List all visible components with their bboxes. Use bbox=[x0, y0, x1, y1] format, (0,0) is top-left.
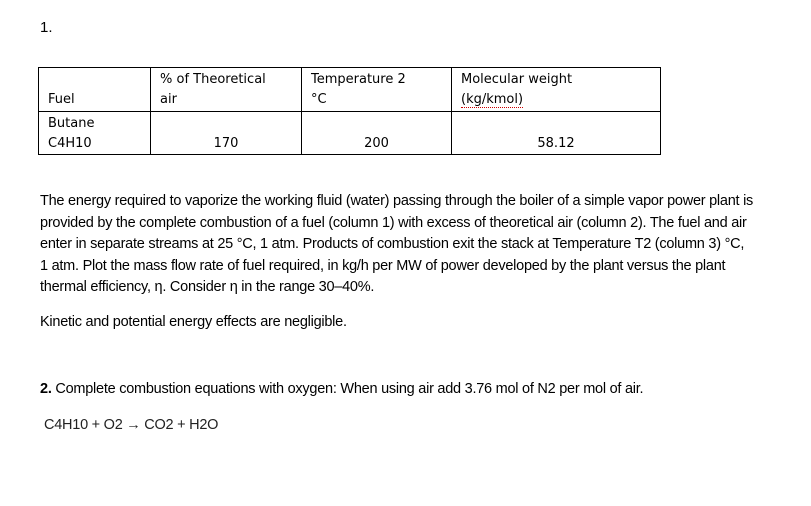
problem-statement bbox=[40, 191, 788, 299]
statement-line-4: 1 atm. Plot the mass flow rate of fuel required, in kg/h per MW of power developed by the plant versus the plant bbox=[40, 257, 726, 274]
molecular-weight-value: 58.12 bbox=[537, 136, 575, 151]
fuel-name bbox=[48, 114, 94, 154]
section-2-instruction bbox=[40, 379, 788, 401]
table-row bbox=[39, 112, 661, 155]
temperature-value: 200 bbox=[364, 136, 389, 151]
fuel-formula: C4H10 bbox=[48, 136, 92, 151]
header-molecular-weight-line2: (kg/kmol) bbox=[461, 92, 524, 107]
header-molecular-weight-cell bbox=[452, 68, 661, 112]
assumption-note: Kinetic and potential energy effects are negligible. bbox=[40, 314, 347, 330]
fuel-cell bbox=[39, 112, 151, 155]
header-temperature bbox=[311, 70, 406, 110]
header-temperature-cell bbox=[302, 68, 452, 112]
statement-line-1: The energy required to vaporize the working fluid (water) passing through the boiler of a simple vapor power plant is bbox=[40, 193, 754, 209]
header-temperature-line1: Temperature 2 bbox=[311, 72, 406, 87]
header-temperature-line2: °C bbox=[311, 92, 327, 107]
header-molecular-weight bbox=[461, 70, 572, 110]
header-molecular-weight-line1: Molecular weight bbox=[461, 72, 573, 87]
header-fuel-cell bbox=[39, 68, 151, 112]
statement-line-5: thermal efficiency, η. Consider η in the range 30–40%. bbox=[40, 279, 375, 295]
header-theoretical-air bbox=[160, 70, 266, 110]
section-2-text: Complete combustion equations with oxygen: When using air add 3.76 mol of N2 per mol of air. bbox=[51, 381, 644, 397]
statement-line-2: provided by the complete combustion of a fuel (column 1) with excess of theoretical air (column 2). The fuel and air bbox=[40, 214, 747, 231]
header-theoretical-air-line2: air bbox=[160, 92, 177, 107]
problem-number: 1. bbox=[40, 19, 53, 36]
fuel-name-line1: Butane bbox=[48, 116, 95, 131]
header-fuel: Fuel bbox=[48, 92, 75, 107]
temperature-cell bbox=[302, 112, 452, 155]
header-theoretical-air-cell bbox=[151, 68, 302, 112]
table-header-row bbox=[39, 68, 661, 112]
section-2-number: 2. bbox=[40, 381, 52, 397]
molecular-weight-cell bbox=[452, 112, 661, 155]
header-theoretical-air-line1: % of Theoretical bbox=[160, 72, 266, 87]
theoretical-air-cell bbox=[151, 112, 302, 155]
combustion-equation: C4H10 + O2 → CO2 + H2O bbox=[44, 417, 219, 433]
statement-line-3: enter in separate streams at 25 °C, 1 atm. Products of combustion exit the stack at Temperature T2 (column 3) °C, bbox=[40, 236, 745, 252]
theoretical-air-value: 170 bbox=[213, 136, 239, 151]
fuel-table bbox=[38, 67, 661, 155]
